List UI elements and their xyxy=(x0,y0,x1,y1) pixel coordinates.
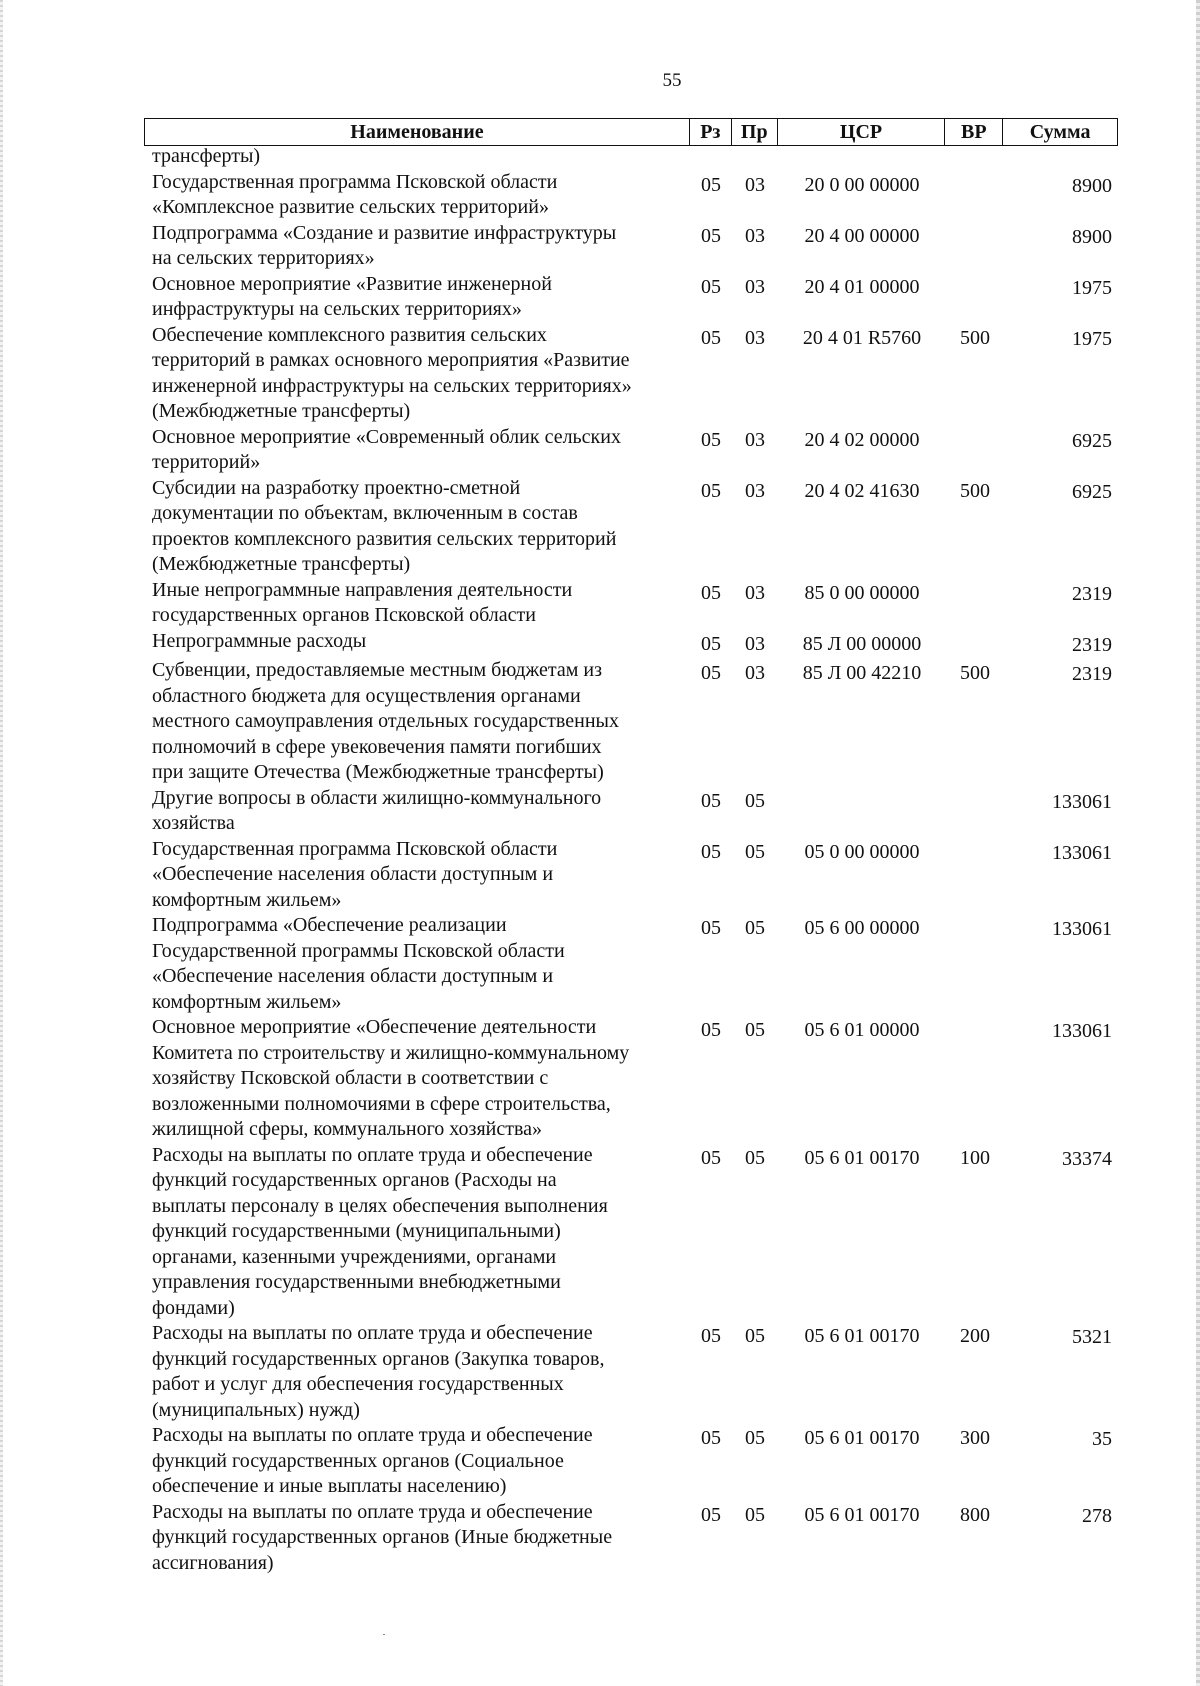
cell-rz: 05 xyxy=(701,917,721,939)
table-row xyxy=(144,786,1118,837)
cell-vr xyxy=(946,837,1004,914)
cell-pr: 03 xyxy=(745,581,765,604)
cell-csr xyxy=(778,786,946,837)
cell-pr: 03 xyxy=(745,479,765,502)
cell-sum: 1975 xyxy=(1072,276,1112,299)
cell-pr: 03 xyxy=(745,428,765,451)
cell-sum: 2319 xyxy=(1072,663,1112,685)
cell-name: Расходы на выплаты по оплате труда и обеспечение функций государственных органов (Расходы на выплаты персоналу в целях обеспечения выполнения функций государственными (муниципальными) органами, казенными учреждениями, органами управления государственными внебюджетными фондами) xyxy=(152,1143,608,1319)
table-row xyxy=(144,221,1118,272)
cell-vr: 500 xyxy=(960,662,990,684)
cell-rz: 05 xyxy=(701,1019,721,1041)
cell-rz: 05 xyxy=(701,173,721,196)
cell-csr: 05 6 01 00000 xyxy=(804,1019,920,1041)
cell-pr: 05 xyxy=(745,1146,765,1169)
cell-sum: 133061 xyxy=(1052,790,1112,813)
cell-sum: 278 xyxy=(1082,1504,1112,1527)
header-vr: ВР xyxy=(945,119,1003,145)
cell-name: Основное мероприятие «Обеспечение деятельности Комитета по строительству и жилищно-коммунальному хозяйству Псковской области в соответствии с возложенными полномочиями в сфере строительства, жилищной сферы, коммунального хозяйства» xyxy=(152,1016,630,1140)
cell-rz: 05 xyxy=(701,662,721,684)
cell-rz: 05 xyxy=(701,275,721,298)
table-row xyxy=(144,144,1118,170)
cell-csr: 05 0 00 00000 xyxy=(804,840,920,863)
header-sum: Сумма xyxy=(1029,120,1091,143)
table-row xyxy=(144,913,1118,1015)
cell-name: Субвенции, предоставляемые местным бюджетам из областного бюджета для осуществления органами местного самоуправления отдельных государственных полномочий в сфере увековечения памяти погибших при защите Отечества (Межбюджетные трансферты) xyxy=(152,659,619,783)
cell-vr xyxy=(946,578,1004,629)
scan-speck xyxy=(383,1634,385,1635)
cell-rz: 05 xyxy=(701,632,721,655)
cell-name: Подпрограмма «Создание и развитие инфраструктуры на сельских территориях» xyxy=(152,221,617,269)
cell-csr: 20 4 01 R5760 xyxy=(802,326,922,349)
cell-name: Субсидии на разработку проектно-сметной документации по объектам, включенным в состав проектов комплексного развития сельских территорий (Межбюджетные трансферты) xyxy=(152,476,617,575)
cell-sum: 35 xyxy=(1092,1428,1112,1450)
cell-sum: 133061 xyxy=(1052,918,1112,940)
cell-name: Обеспечение комплексного развития сельских территорий в рамках основного мероприятия «Развитие инженерной инфраструктуры на сельских территориях» (Межбюджетные трансферты) xyxy=(152,323,632,422)
cell-sum: 133061 xyxy=(1052,1020,1112,1042)
cell-sum: 33374 xyxy=(1062,1147,1112,1170)
cell-rz: 05 xyxy=(701,789,721,812)
cell-vr xyxy=(946,425,1004,476)
cell-vr: 300 xyxy=(960,1427,990,1449)
header-name: Наименование xyxy=(145,119,690,145)
cell-rz: 05 xyxy=(701,326,721,349)
cell-pr: 03 xyxy=(745,662,765,684)
table-row xyxy=(144,578,1118,629)
cell-pr xyxy=(732,144,778,170)
table-row xyxy=(144,1015,1118,1143)
cell-name: Основное мероприятие «Современный облик сельских территорий» xyxy=(152,425,621,473)
header-csr: ЦСР xyxy=(778,119,946,145)
cell-rz: 05 xyxy=(701,840,721,863)
cell-rz: 05 xyxy=(701,224,721,247)
cell-sum: 6925 xyxy=(1072,480,1112,503)
cell-pr: 03 xyxy=(745,224,765,247)
table-row xyxy=(144,476,1118,578)
cell-csr: 05 6 01 00170 xyxy=(804,1325,920,1347)
cell-csr: 20 4 02 41630 xyxy=(804,479,920,502)
cell-rz: 05 xyxy=(701,1503,721,1526)
cell-csr: 85 0 00 00000 xyxy=(804,581,920,604)
cell-vr: 500 xyxy=(960,479,990,502)
cell-csr: 20 4 00 00000 xyxy=(804,224,920,247)
table-row xyxy=(144,629,1118,659)
cell-vr xyxy=(946,170,1004,221)
cell-csr: 05 6 00 00000 xyxy=(804,917,920,939)
cell-sum: 1975 xyxy=(1072,327,1112,350)
cell-sum: 133061 xyxy=(1052,841,1112,864)
page-number: 55 xyxy=(662,70,682,91)
cell-vr xyxy=(946,786,1004,837)
cell-csr: 85 Л 00 42210 xyxy=(802,662,922,684)
cell-pr: 05 xyxy=(745,1325,765,1347)
cell-sum xyxy=(1004,144,1118,170)
cell-name: трансферты) xyxy=(152,145,261,167)
cell-pr: 05 xyxy=(745,840,765,863)
cell-sum: 8900 xyxy=(1072,225,1112,248)
cell-vr xyxy=(946,272,1004,323)
header-pr: Пр xyxy=(732,119,778,145)
cell-vr xyxy=(946,1015,1004,1143)
table-row xyxy=(144,323,1118,425)
cell-vr xyxy=(946,221,1004,272)
cell-pr: 05 xyxy=(745,1503,765,1526)
cell-pr: 03 xyxy=(745,275,765,298)
table-row xyxy=(144,1423,1118,1500)
cell-rz: 05 xyxy=(701,581,721,604)
cell-csr: 05 6 01 00170 xyxy=(804,1146,920,1169)
cell-pr: 05 xyxy=(745,917,765,939)
cell-pr: 05 xyxy=(745,1427,765,1449)
cell-rz: 05 xyxy=(701,1427,721,1449)
header-rz: Рз xyxy=(690,119,732,145)
cell-vr xyxy=(946,629,1004,659)
table-header xyxy=(144,118,1118,146)
cell-pr: 03 xyxy=(745,173,765,196)
table-row xyxy=(144,1321,1118,1423)
cell-name: Иные непрограммные направления деятельности государственных органов Псковской области xyxy=(152,578,573,626)
cell-vr xyxy=(946,144,1004,170)
cell-sum: 2319 xyxy=(1072,633,1112,656)
table-row xyxy=(144,272,1118,323)
cell-pr: 03 xyxy=(745,632,765,655)
cell-name: Расходы на выплаты по оплате труда и обеспечение функций государственных органов (Иные бюджетные ассигнования) xyxy=(152,1500,613,1574)
cell-name: Другие вопросы в области жилищно-коммунального хозяйства xyxy=(152,786,602,834)
cell-name: Непрограммные расходы xyxy=(152,629,367,652)
cell-vr: 800 xyxy=(960,1503,990,1526)
cell-csr: 20 0 00 00000 xyxy=(804,173,920,196)
cell-vr xyxy=(946,913,1004,1015)
cell-vr: 500 xyxy=(960,326,990,349)
cell-csr: 20 4 02 00000 xyxy=(804,428,920,451)
cell-rz xyxy=(690,144,732,170)
cell-rz: 05 xyxy=(701,479,721,502)
cell-name: Основное мероприятие «Развитие инженерной инфраструктуры на сельских территориях» xyxy=(152,272,552,320)
cell-name: Государственная программа Псковской области «Обеспечение населения области доступным и комфортным жильем» xyxy=(152,837,558,911)
cell-csr: 85 Л 00 00000 xyxy=(802,632,922,655)
cell-sum: 6925 xyxy=(1072,429,1112,452)
cell-pr: 05 xyxy=(745,789,765,812)
scan-edge-left xyxy=(0,0,3,1686)
cell-name: Расходы на выплаты по оплате труда и обеспечение функций государственных органов (Закупка товаров, работ и услуг для обеспечения государственных (муниципальных) нужд) xyxy=(152,1322,605,1421)
cell-name: Расходы на выплаты по оплате труда и обеспечение функций государственных органов (Социальное обеспечение и иные выплаты населению) xyxy=(152,1424,593,1497)
cell-csr: 05 6 01 00170 xyxy=(804,1503,920,1526)
cell-sum: 8900 xyxy=(1072,174,1112,197)
table-row xyxy=(144,425,1118,476)
table-row xyxy=(144,837,1118,914)
cell-name: Подпрограмма «Обеспечение реализации Государственной программы Псковской области «Обеспечение населения области доступным и комфортным жильем» xyxy=(152,914,565,1013)
scan-edge-right xyxy=(1196,0,1200,1686)
cell-vr: 100 xyxy=(960,1146,990,1169)
cell-pr: 03 xyxy=(745,326,765,349)
cell-sum: 5321 xyxy=(1072,1326,1112,1348)
cell-csr: 20 4 01 00000 xyxy=(804,275,920,298)
cell-name: Государственная программа Псковской области «Комплексное развитие сельских территорий» xyxy=(152,170,558,218)
table-row xyxy=(144,170,1118,221)
cell-rz: 05 xyxy=(701,1146,721,1169)
cell-rz: 05 xyxy=(701,428,721,451)
cell-csr: 05 6 01 00170 xyxy=(804,1427,920,1449)
table-body xyxy=(144,144,1118,1576)
cell-csr xyxy=(778,144,946,170)
cell-pr: 05 xyxy=(745,1019,765,1041)
cell-vr: 200 xyxy=(960,1325,990,1347)
cell-rz: 05 xyxy=(701,1325,721,1347)
table-row xyxy=(144,658,1118,786)
cell-sum: 2319 xyxy=(1072,582,1112,605)
table-row xyxy=(144,1500,1118,1577)
table-row xyxy=(144,1143,1118,1322)
